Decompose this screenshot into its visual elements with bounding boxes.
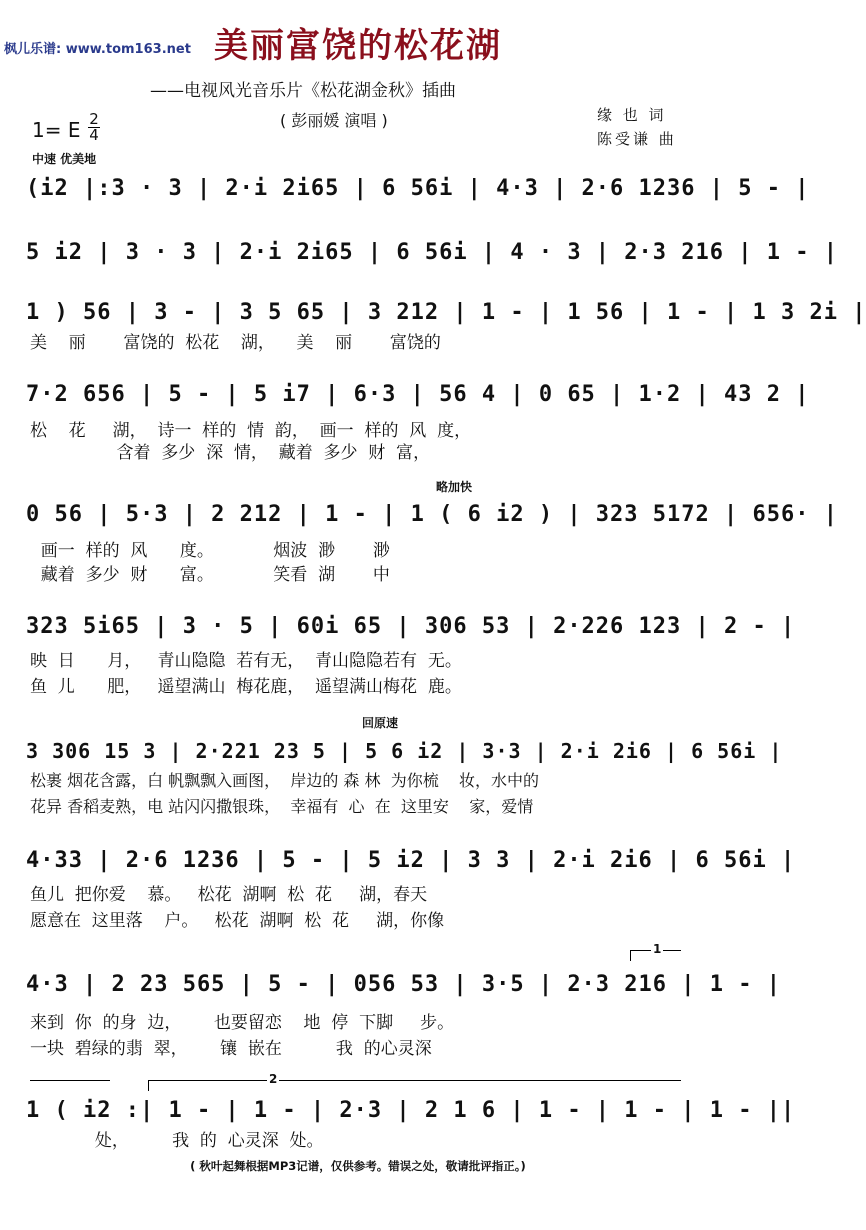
tempo-marking: 中速 优美地 <box>32 152 97 166</box>
tempo-back-marking: 回原速 <box>362 716 399 730</box>
lyrics-line-4b: 含着 多少 深 情， 藏着 多少 财 富， <box>30 443 431 463</box>
lyrics-line-6a: 映 日 月， 青山隐隐 若有无， 青山隐隐若有 无。 <box>30 651 462 671</box>
lyrics-line-6b: 鱼 儿 肥， 遥望满山 梅花鹿， 遥望满山梅花 鹿。 <box>30 677 462 697</box>
lyrics-line-8b: 愿意在 这里落 户。 松花 湖啊 松 花 湖，你像 <box>30 911 445 931</box>
key-signature: 1= E <box>32 118 81 142</box>
notation-line-7: 3 306 15 3 | 2·221 23 5 | 5 6 i2 | 3·3 | 2·i 2i6 | 6 56i | <box>26 739 783 763</box>
lyrics-line-7a: 松裹 烟花含露，白 帆飘飘入画图， 岸边的 森 林 为你梳 妆，水中的 <box>30 771 540 790</box>
volta-line <box>30 1080 110 1091</box>
composer-credit: 陈受谦 曲 <box>597 130 677 148</box>
song-subtitle: ——电视风光音乐片《松花湖金秋》插曲 <box>150 81 456 101</box>
notation-line-1: (i2 |:3 · 3 | 2·i 2i65 | 6 56i | 4·3 | 2·6 1236 | 5 - | <box>26 176 810 201</box>
volta-1: 1 <box>630 950 681 961</box>
notation-line-2: 5 i2 | 3 · 3 | 2·i 2i65 | 6 56i | 4 · 3 | 2·3 216 | 1 - | <box>26 240 838 265</box>
lyrics-line-9b: 一块 碧绿的翡 翠， 镶 嵌在 我 的心灵深 <box>30 1039 432 1059</box>
lyrics-line-5b: 藏着 多少 财 富。 笑看 湖 中 <box>30 565 390 585</box>
lyrics-line-7b: 花异 香稻麦熟，电 站闪闪撒银珠， 幸福有 心 在 这里安 家，爱情 <box>30 797 534 816</box>
faster-marking: 略加快 <box>436 480 473 494</box>
volta-2: 2 <box>148 1080 681 1091</box>
notation-line-4: 7·2 656 | 5 - | 5 i7 | 6·3 | 56 4 | 0 65 | 1·2 | 43 2 | <box>26 382 810 407</box>
lyrics-line-4a: 松 花 湖， 诗一 样的 情 韵， 画一 样的 风 度， <box>30 421 472 441</box>
time-signature <box>88 112 100 143</box>
site-watermark: 枫儿乐谱: www.tom163.net <box>4 42 191 57</box>
lyrics-line-3a: 美 丽 富饶的 松花 湖， 美 丽 富饶的 <box>30 333 441 353</box>
lyrics-line-5a: 画一 样的 风 度。 烟波 渺 渺 <box>30 541 390 561</box>
notation-line-5: 0 56 | 5·3 | 2 212 | 1 - | 1 ( 6 i2 ) | 323 5172 | 656· | <box>26 502 838 527</box>
song-title: 美丽富饶的松花湖 <box>214 26 502 66</box>
lyricist-credit: 缘 也 词 <box>597 106 667 124</box>
notation-line-9: 4·3 | 2 23 565 | 5 - | 056 53 | 3·5 | 2·3 216 | 1 - | <box>26 972 781 997</box>
singer-credit: ( 彭丽媛 演唱 ) <box>280 111 388 130</box>
notation-line-8: 4·33 | 2·6 1236 | 5 - | 5 i2 | 3 3 | 2·i 2i6 | 6 56i | <box>26 848 796 873</box>
lyrics-line-10a: 处， 我 的 心灵深 处。 <box>30 1131 324 1151</box>
time-bottom: 4 <box>89 126 99 144</box>
lyrics-line-8a: 鱼儿 把你爱 慕。 松花 湖啊 松 花 湖，春天 <box>30 885 428 905</box>
lyrics-line-9a: 来到 你 的身 边， 也要留恋 地 停 下脚 步。 <box>30 1013 455 1033</box>
time-top: 2 <box>89 110 99 128</box>
footnote: ( 秋叶起舞根据MP3记谱，仅供参考。错误之处，敬请批评指正。) <box>190 1159 526 1173</box>
notation-line-6: 323 5i65 | 3 · 5 | 60i 65 | 306 53 | 2·226 123 | 2 - | <box>26 614 796 639</box>
notation-line-3: 1 ) 56 | 3 - | 3 5 65 | 3 212 | 1 - | 1 56 | 1 - | 1 3 2i | <box>26 300 866 325</box>
notation-line-10: 1 ( i2 :| 1 - | 1 - | 2·3 | 2 1 6 | 1 - | 1 - | 1 - || <box>26 1098 796 1123</box>
